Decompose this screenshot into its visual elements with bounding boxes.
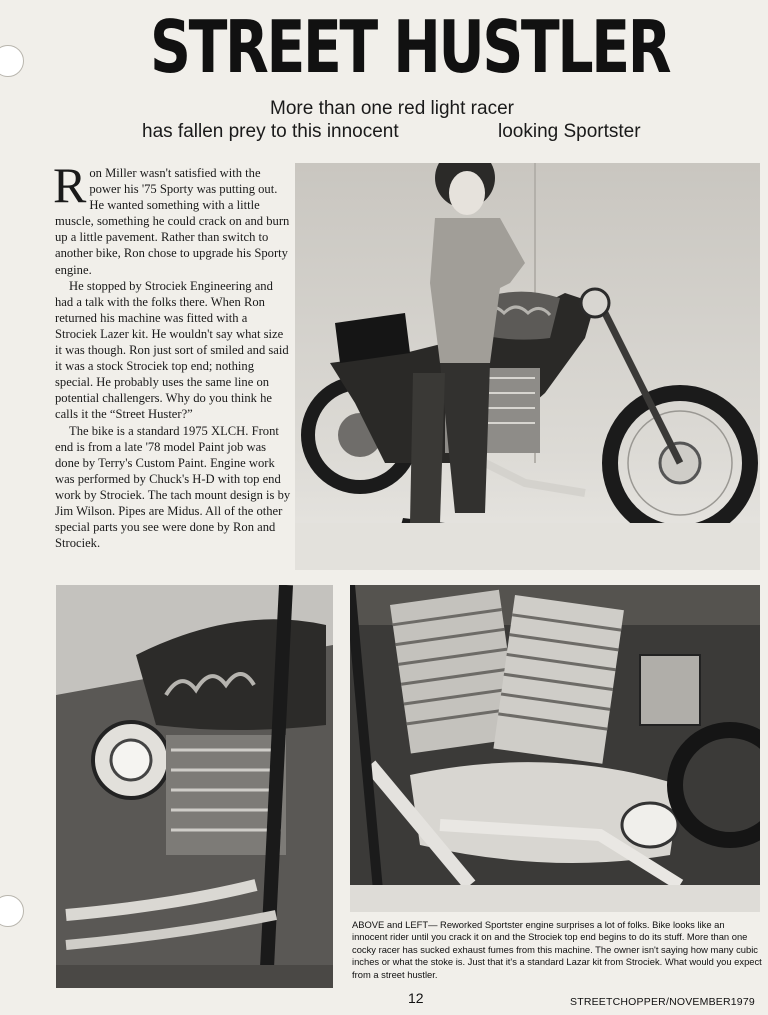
article-paragraph-1: [53, 157, 291, 278]
article-paragraph-1-text: on Miller wasn't satisfied with the power his '75 Sporty was putting out. He wanted something with a little muscle, something he could crack on and burn up a little pavement. Rather than switch to another bike, Ron chose to upgrade his Sporty engine.: [55, 166, 290, 277]
subtitle-line-2-left: has fallen prey to this innocent: [142, 121, 399, 142]
photo-caption: ABOVE and LEFT— Reworked Sportster engine surprises a lot of folks. Bike looks like an innocent rider until you crack it on and the Strociek top end begins to do its stuff. More than one cocky racer has sucked exhaust fumes from this machine. The owner isn't saying how many cubic inches or what the stoke is. Just that it's a standard Lazar kit from Strociek. What would you expect from a street hustler.: [352, 919, 762, 980]
subtitle-line-1: More than one red light racer: [270, 98, 514, 119]
punch-hole-bottom: [0, 895, 24, 927]
punch-hole-top: [0, 45, 24, 77]
page-number: 12: [408, 990, 424, 1006]
subtitle-line-2-right: looking Sportster: [498, 121, 641, 142]
photo-engine-closeup: [350, 585, 760, 912]
drop-cap: R: [53, 157, 87, 213]
main-photo-rider-motorcycle: [295, 163, 760, 570]
article-body: [53, 157, 291, 551]
article-paragraph-3: The bike is a standard 1975 XLCH. Front end is from a late '78 model Paint job was done by Terry's Custom Paint. Engine work was performed by Chuck's H-D with top end work by Strociek. The tach mount design is by Jim Wilson. Pipes are Midus. All of the other special parts you see were done by Ron and Strociek.: [55, 423, 291, 551]
photo-carburetor-closeup: [56, 585, 333, 988]
article-paragraph-2: He stopped by Strociek Engineering and had a talk with the folks there. When Ron returned his machine was fitted with a Strociek Lazer kit. He wouldn't say what size it was though. Ron just sort of smiled and said it was a stock Strociek top end; nothing special. He probably uses the same line on potential challengers. Why do you think he calls it the “Street Huster?”: [55, 278, 289, 422]
footer-magazine-issue: STREETCHOPPER/NOVEMBER1979: [570, 996, 755, 1008]
page-title: STREET HUSTLER: [150, 5, 670, 89]
